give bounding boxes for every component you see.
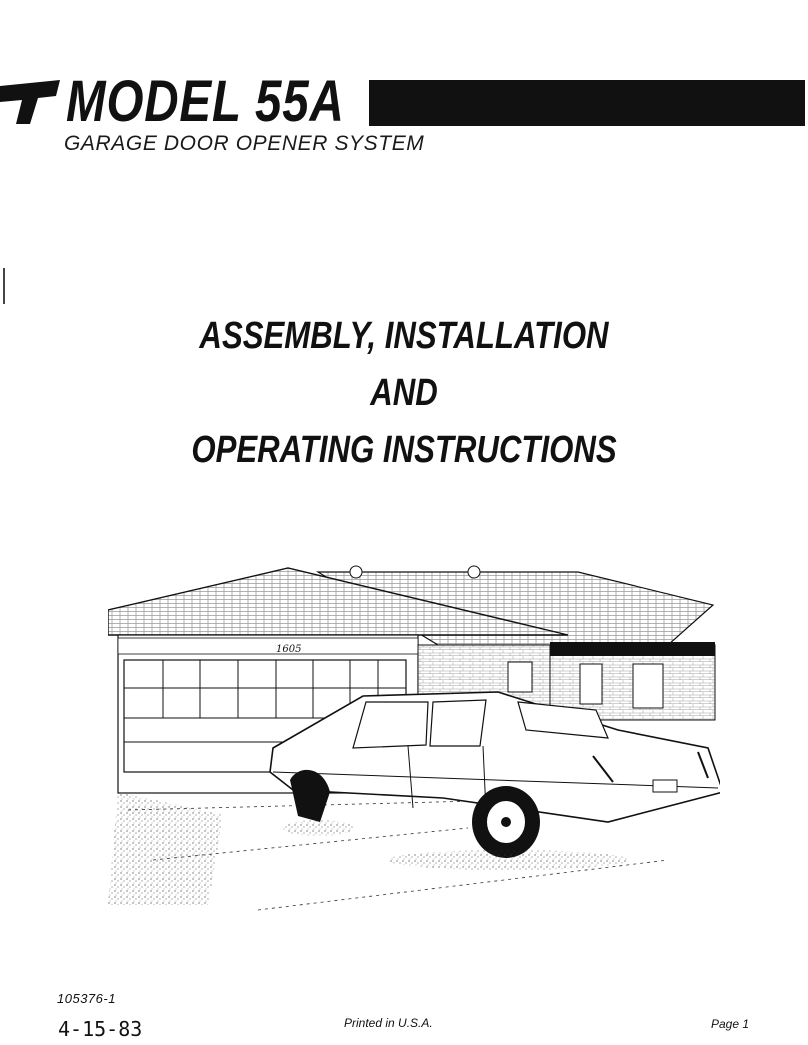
part-number: 105376-1 [57, 991, 116, 1006]
heading-line-1: ASSEMBLY, INSTALLATION [199, 315, 609, 357]
handwritten-date-text: 4-15-83 [58, 1017, 143, 1041]
edge-mark [3, 268, 5, 304]
logo-mark [0, 80, 60, 124]
title-bar [369, 80, 805, 126]
main-heading [0, 308, 808, 479]
subtitle: GARAGE DOOR OPENER SYSTEM [64, 132, 425, 155]
house-number: 1605 [276, 644, 302, 655]
page-number: Page 1 [711, 1017, 750, 1031]
heading-line-2: AND [370, 372, 438, 414]
printed-in-label: Printed in U.S.A. [344, 1016, 433, 1030]
model-title: MODEL 55A [66, 69, 345, 134]
house-car-illustration [108, 560, 720, 920]
handwritten-date [56, 1014, 146, 1042]
heading-line-3: OPERATING INSTRUCTIONS [191, 429, 617, 471]
